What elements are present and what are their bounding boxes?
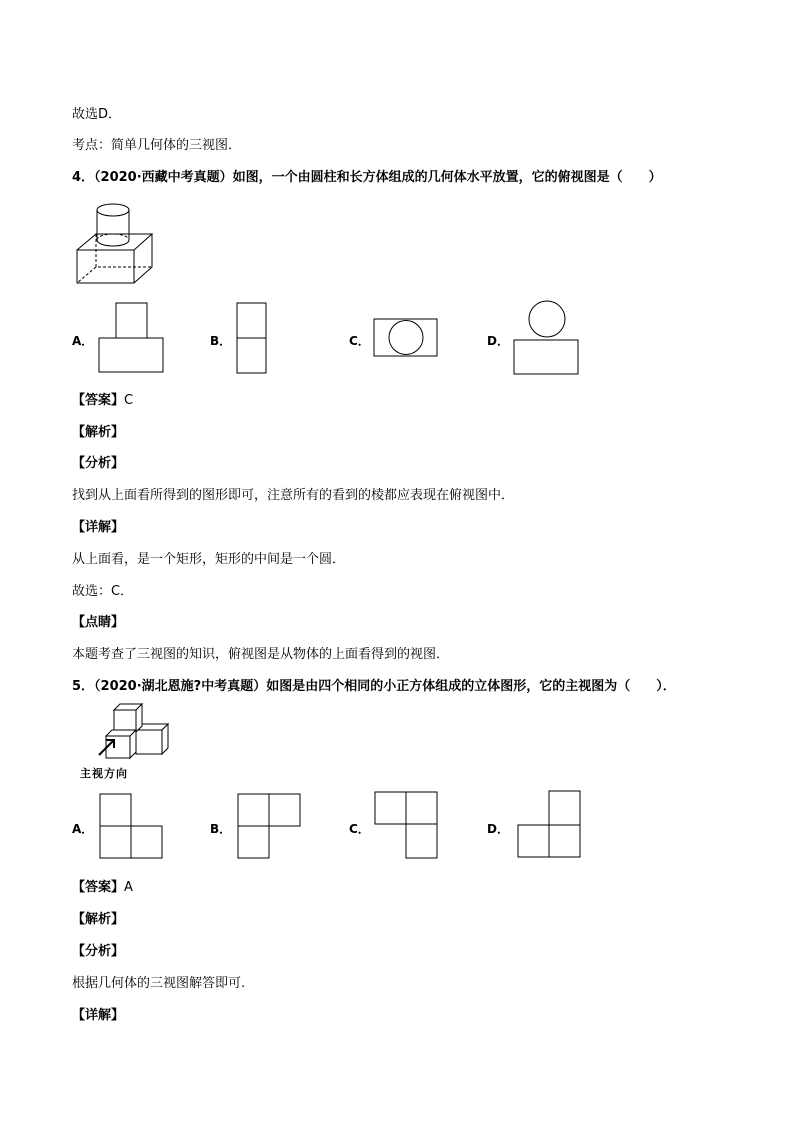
q5-analysis-label: 【解析】 xyxy=(72,912,125,927)
q5-fenxi-label: 【分析】 xyxy=(72,944,125,959)
q5-fenxi-text: 根据几何体的三视图解答即可. xyxy=(72,976,246,991)
q4-option-a-figure xyxy=(98,302,166,375)
q4-source: （2020·西藏中考真题） xyxy=(94,170,233,185)
q5-stem-line xyxy=(72,675,676,694)
q4-choice: 故选：C． xyxy=(72,584,134,599)
q4-answer-label: 【答案】 xyxy=(72,393,125,408)
q5-option-b-figure xyxy=(237,793,303,861)
q5-option-d-figure xyxy=(517,790,583,860)
q4-option-d-label: D． xyxy=(487,334,509,348)
q5-answer-line xyxy=(72,876,133,895)
q4-analysis-label: 【解析】 xyxy=(72,425,125,440)
q5-number: 5． xyxy=(72,679,95,694)
q4-answer-line xyxy=(72,389,133,408)
q4-number: 4． xyxy=(72,170,95,185)
q3-topic: 考点：简单几何体的三视图． xyxy=(72,138,242,153)
q5-source: （2020·湖北恩施?中考真题） xyxy=(94,679,267,694)
q4-note-label: 【点睛】 xyxy=(72,615,125,630)
q4-option-d-figure xyxy=(513,300,581,377)
q5-answer: A xyxy=(124,880,133,895)
q4-option-c-figure xyxy=(373,318,439,358)
q5-view-arrow xyxy=(96,732,122,758)
q5-answer-label: 【答案】 xyxy=(72,880,125,895)
q5-option-c-label: C． xyxy=(349,822,370,836)
q4-option-b-label: B． xyxy=(210,334,232,348)
q4-option-a-label: A． xyxy=(72,334,94,348)
q4-solid-figure xyxy=(76,200,156,286)
q4-note-text: 本题考查了三视图的知识，俯视图是从物体的上面看得到的视图． xyxy=(72,647,450,662)
q4-answer: C xyxy=(124,393,134,408)
q5-stem: 如图是由四个相同的小正方体组成的立体图形，它的主视图为（ ）． xyxy=(266,679,676,694)
q4-option-c-label: C． xyxy=(349,334,370,348)
q4-stem-line xyxy=(72,166,662,185)
q5-option-a-label: A． xyxy=(72,822,94,836)
q4-fenxi-label: 【分析】 xyxy=(72,456,125,471)
q4-detail-text: 从上面看，是一个矩形，矩形的中间是一个圆． xyxy=(72,552,346,567)
q4-option-b-figure xyxy=(236,302,268,375)
q5-detail-label: 【详解】 xyxy=(72,1008,125,1023)
q5-view-direction: 主视方向 xyxy=(80,767,128,780)
q4-detail-label: 【详解】 xyxy=(72,520,125,535)
q5-option-b-label: B． xyxy=(210,822,232,836)
q3-choice: 故选D． xyxy=(72,107,122,122)
q4-fenxi-text: 找到从上面看所得到的图形即可，注意所有的看到的棱都应表现在俯视图中． xyxy=(72,488,515,503)
q5-option-d-label: D． xyxy=(487,822,509,836)
q5-option-c-figure xyxy=(374,791,440,861)
q5-option-a-figure xyxy=(99,793,163,859)
q4-stem: 如图，一个由圆柱和长方体组成的几何体水平放置，它的俯视图是（ ） xyxy=(232,170,662,185)
